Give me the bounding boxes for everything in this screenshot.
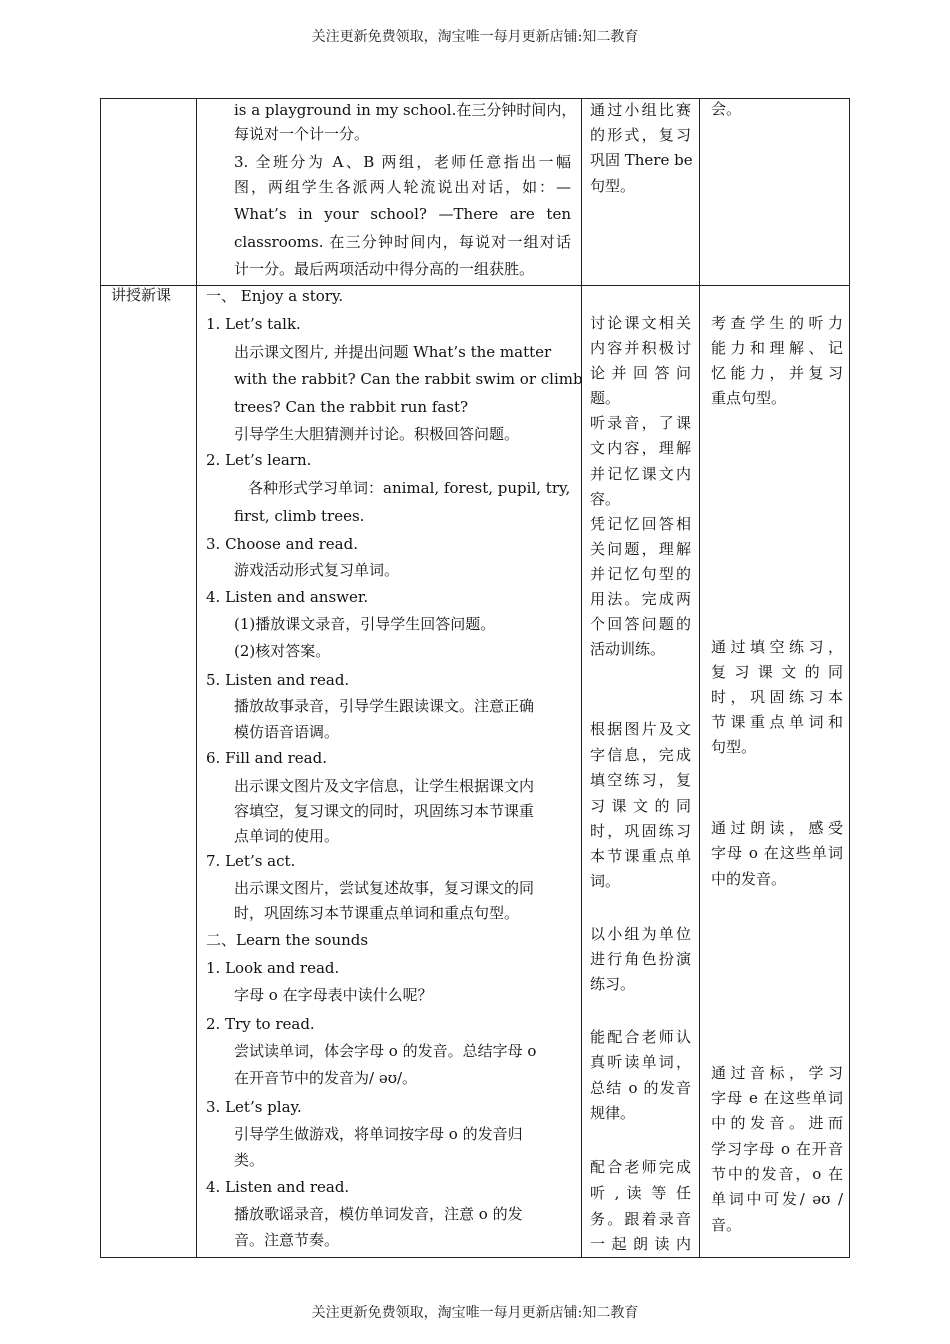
process-line: 播放歌谣录音，模仿单词发音，注意 o 的发 [234, 1205, 523, 1223]
design-intent-line: 考查学生的听力 [711, 314, 843, 332]
process-line: 出示课文图片及文字信息，让学生根据课文内 [234, 777, 535, 795]
process-line: 模仿语音语调。 [234, 723, 340, 741]
student-activity-line: 内容并积极讨 [590, 339, 691, 357]
design-intent-line: 会。 [711, 100, 742, 118]
student-activity-line: 关问题，理解 [590, 540, 691, 558]
process-line: 尝试读单词，体会字母 o 的发音。总结字母 o [234, 1042, 537, 1060]
student-activity-line: 文内容，理解 [590, 439, 691, 457]
process-line: 音。注意节奏。 [234, 1231, 340, 1249]
design-intent-line: 中的发音。进而 [711, 1114, 843, 1132]
process-line: 时，巩固练习本节课重点单词和重点句型。 [234, 904, 520, 922]
column-divider [699, 99, 700, 1257]
process-line: 1. Look and read. [206, 959, 340, 977]
process-line: 播放故事录音，引导学生跟读课文。注意正确 [234, 697, 535, 715]
process-line: 6. Fill and read. [206, 749, 327, 767]
student-activity-line: 讨论课文相关 [590, 314, 691, 332]
process-line: first, climb trees. [234, 507, 365, 525]
student-activity-line: 巩固 There be [590, 151, 693, 169]
lesson-table [100, 98, 850, 1258]
process-line: 5. Listen and read. [206, 671, 350, 689]
student-activity-line: 活动训练。 [590, 640, 666, 658]
student-activity-line: 用法。完成两 [590, 590, 691, 608]
page-footer: 关注更新免费领取，淘宝唯一每月更新店铺:知二教育 [311, 1305, 639, 1321]
process-line: classrooms. 在三分钟时间内，每说对一组对话 [234, 233, 571, 251]
student-activity-line: 以小组为单位 [590, 925, 691, 943]
process-line: 3. 全班分为 A、B 两组，老师任意指出一幅 [234, 153, 571, 171]
design-intent-line: 字母 o 在这些单词 [711, 844, 843, 862]
student-activity-line: 听录音，了课 [590, 414, 691, 432]
process-line: 在开音节中的发音为/ əʊ/。 [234, 1069, 418, 1087]
design-intent-line: 节课重点单词和 [711, 713, 843, 731]
process-line: 各种形式学习单词：animal, forest, pupil, try, [248, 479, 571, 497]
design-intent-line: 单词中可发/ əʊ / [711, 1190, 843, 1208]
student-activity-line: 务。跟着录音 [590, 1210, 691, 1228]
student-activity-line: 能配合老师认 [590, 1028, 691, 1046]
student-activity-line: 时，巩固练习 [590, 822, 691, 840]
student-activity-line: 论 并 回 答 问 [590, 364, 691, 382]
process-line: 二、Learn the sounds [206, 931, 369, 949]
student-activity-line: 进行角色扮演 [590, 950, 691, 968]
process-line: (2)核对答案。 [234, 642, 331, 660]
student-activity-line: 规律。 [590, 1104, 636, 1122]
process-line: 引导学生大胆猜测并讨论。积极回答问题。 [234, 425, 520, 443]
stage-label: 讲授新课 [111, 286, 172, 304]
student-activity-line: 真听读单词， [590, 1053, 691, 1071]
design-intent-line: 字母 e 在这些单词 [711, 1089, 843, 1107]
design-intent-line: 通过朗读，感受 [711, 819, 843, 837]
student-activity-line: 个回答问题的 [590, 615, 691, 633]
process-line: 出示课文图片，尝试复述故事，复习课文的同 [234, 879, 535, 897]
student-activity-line: 题。 [590, 389, 621, 407]
design-intent-line: 通过填空练习， [711, 638, 843, 656]
design-intent-line: 能力和理解、记 [711, 339, 843, 357]
column-divider [196, 99, 197, 1257]
student-activity-line: 一 起 朗 读 内 [590, 1235, 691, 1253]
process-line: 1. Let’s talk. [206, 315, 301, 333]
process-line: trees? Can the rabbit run fast? [234, 398, 469, 416]
student-activity-line: 习 课 文 的 同 [590, 797, 691, 815]
student-activity-line: 配合老师完成 [590, 1158, 691, 1176]
process-line: 2. Try to read. [206, 1015, 315, 1033]
process-line: is a playground in my school.在三分钟时间内， [234, 101, 577, 119]
student-activity-line: 总结 o 的发音 [590, 1079, 691, 1097]
design-intent-line: 节中的发音，o 在 [711, 1165, 843, 1183]
process-line: 图，两组学生各派两人轮流说出对话，如：— [234, 178, 571, 196]
process-line: What’s in your school? —There are ten [234, 205, 571, 223]
design-intent-line: 中的发音。 [711, 870, 787, 888]
student-activity-line: 练习。 [590, 975, 636, 993]
student-activity-line: 并记忆课文内 [590, 465, 691, 483]
student-activity-line: 词。 [590, 872, 621, 890]
student-activity-line: 凭记忆回答相 [590, 515, 691, 533]
process-line: 游戏活动形式复习单词。 [234, 561, 400, 579]
process-line: 点单词的使用。 [234, 827, 340, 845]
student-activity-line: 句型。 [590, 177, 636, 195]
student-activity-line: 容。 [590, 490, 621, 508]
student-activity-line: 通过小组比赛 [590, 101, 691, 119]
design-intent-line: 复 习 课 文 的 同 [711, 663, 843, 681]
student-activity-line: 填空练习，复 [590, 771, 691, 789]
process-line: 类。 [234, 1151, 265, 1169]
page-header: 关注更新免费领取，淘宝唯一每月更新店铺:知二教育 [311, 29, 639, 45]
student-activity-line: 字信息，完成 [590, 746, 691, 764]
process-line: 每说对一个计一分。 [234, 125, 370, 143]
process-line: 计一分。最后两项活动中得分高的一组获胜。 [234, 260, 535, 278]
process-line: 引导学生做游戏，将单词按字母 o 的发音归 [234, 1125, 523, 1143]
student-activity-line: 听 , 读 等 任 [590, 1184, 691, 1202]
student-activity-line: 根据图片及文 [590, 720, 691, 738]
column-divider [581, 99, 582, 1257]
process-line: 出示课文图片, 并提出问题 What’s the matter [234, 343, 552, 361]
design-intent-line: 时，巩固练习本 [711, 688, 843, 706]
process-line: 一、 Enjoy a story. [206, 287, 344, 305]
design-intent-line: 学习字母 o 在开音 [711, 1140, 843, 1158]
student-activity-line: 并记忆句型的 [590, 565, 691, 583]
process-line: 4. Listen and answer. [206, 588, 369, 606]
process-line: 2. Let’s learn. [206, 451, 312, 469]
process-line: (1)播放课文录音，引导学生回答问题。 [234, 615, 496, 633]
process-line: 容填空，复习课文的同时，巩固练习本节课重 [234, 802, 535, 820]
process-line: 4. Listen and read. [206, 1178, 350, 1196]
design-intent-line: 句型。 [711, 738, 757, 756]
student-activity-line: 的形式，复习 [590, 126, 691, 144]
design-intent-line: 通过音标，学习 [711, 1064, 843, 1082]
process-line: 7. Let’s act. [206, 852, 296, 870]
process-line: 3. Choose and read. [206, 535, 358, 553]
process-line: 3. Let’s play. [206, 1098, 302, 1116]
design-intent-line: 重点句型。 [711, 389, 787, 407]
student-activity-line: 本节课重点单 [590, 847, 691, 865]
design-intent-line: 音。 [711, 1216, 742, 1234]
process-line: 字母 o 在字母表中读什么呢？ [234, 986, 433, 1004]
process-line: with the rabbit? Can the rabbit swim or climb [234, 370, 583, 388]
design-intent-line: 忆能力，并复习 [711, 364, 843, 382]
